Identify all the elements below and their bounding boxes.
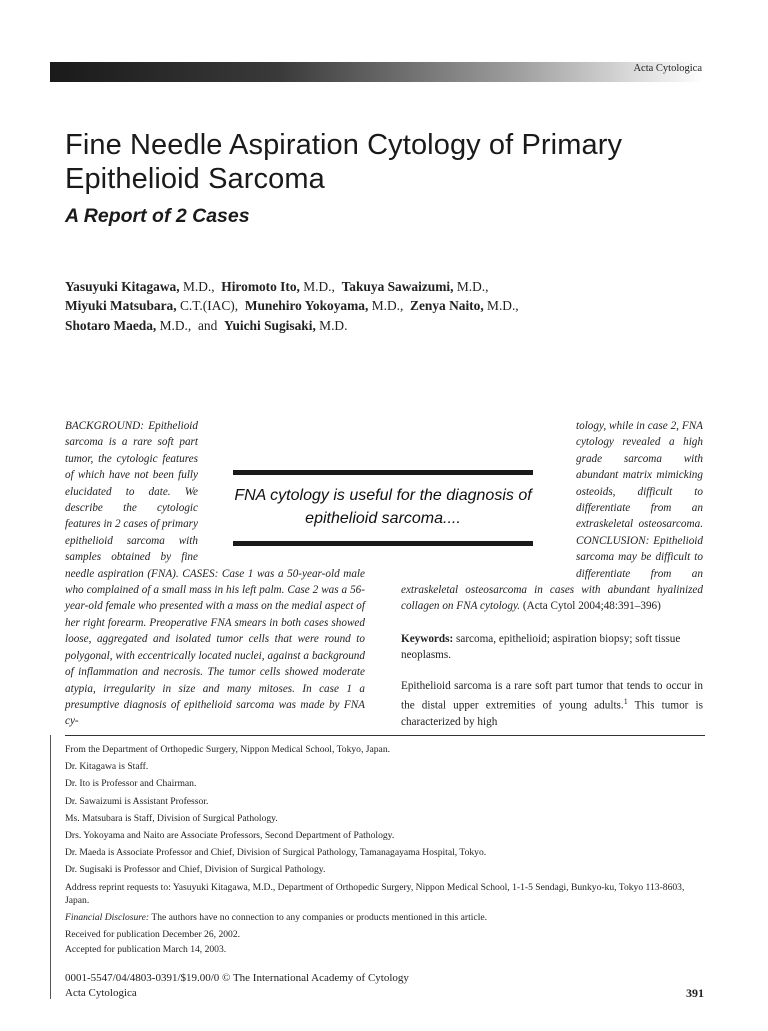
received-date: Received for publication December 26, 2002. [65,928,241,940]
financial-disclosure: Financial Disclosure: The authors have no connection to any companies or products mentioned in this article. [65,911,488,923]
article-subtitle: A Report of 2 Cases [65,205,250,227]
footnote: Dr. Maeda is Associate Professor and Chief, Division of Surgical Pathology, Tamanagayama Hospital, Tokyo. [65,847,487,859]
pull-quote-top-rule [233,470,533,475]
copyright-line: 0001-5547/04/4803-0391/$19.00/0 © The International Academy of Cytology [65,972,409,984]
author-list: Yasuyuki Kitagawa, M.D., Hiromoto Ito, M.D., Takuya Sawaizumi, M.D., Miyuki Matsubara, C.T.(IAC), Munehiro Yokoyama, M.D., Zenya Naito, M.D., Shotaro Maeda, M.D., and Yuichi Sugisaki, M.D. [65,279,519,333]
footnote: Address reprint requests to: Yasuyuki Kitagawa, M.D., Department of Orthopedic Surgery, Nippon Medical School, 1-1-5 Sendagi, Bunkyo-ku, Tokyo 113-8603, Japan. [65,881,685,906]
abstract-right-column [401,418,703,731]
footnote: Dr. Ito is Professor and Chairman. [65,778,197,790]
pull-quote-text: FNA cytology is useful for the diagnosis of epithelioid sarcoma.... [234,487,532,527]
abstract-right-text: tology, while in case 2, FNA cytology revealed a high grade sarcoma with abundant matrix mimicking osteoids, difficult to differentiate from an extraskeletal osteosarcoma. CONCLUSION: Epithelioid sarcoma may be difficult to differentiate from an extraskeletal osteosarcoma in cases with abundant hyalinized collagen on FNA cytology. [401,420,703,613]
footnote: From the Department of Orthopedic Surgery, Nippon Medical School, Tokyo, Japan. [65,744,391,755]
page-number: 391 [686,986,704,1000]
author: Yuichi Sugisaki, M.D. [224,317,348,333]
author: Zenya Naito, M.D., [410,298,519,314]
running-header-journal: Acta Cytologica [633,63,702,74]
footnote: Dr. Sawaizumi is Assistant Professor. [65,795,209,807]
abstract-citation: (Acta Cytol 2004;48:391–396) [522,600,661,613]
author: Yasuyuki Kitagawa, M.D., [65,279,215,294]
body-paragraph: Epithelioid sarcoma is a rare soft part tumor that tends to occur in the distal upper extremities of young adults.$^1$ This tumor is characterized by high [401,679,703,729]
footer-journal: Acta Cytologica [65,987,137,999]
pull-quote [233,470,533,546]
footnote: Dr. Sugisaki is Professor and Chief, Division of Surgical Pathology. [65,864,326,876]
footnote: Ms. Matsubara is Staff, Division of Surgical Pathology. [65,812,278,824]
reference-marker[interactable]: 1 [623,697,628,707]
author: Hiromoto Ito, M.D., [221,279,335,294]
page-footer [65,971,705,1001]
author: Munehiro Yokoyama, M.D., [244,298,404,314]
footnote-divider [65,735,705,736]
abstract-left-column [65,418,365,730]
article-title: Fine Needle Aspiration Cytology of Primary Epithelioid Sarcoma [65,129,623,195]
header-gradient-bar [50,62,705,82]
keywords: Keywords: sarcoma, epithelioid; aspiration biopsy; soft tissue neoplasms. [401,632,681,662]
margin-rule [50,735,51,999]
author: Shotaro Maeda, M.D., [65,317,192,333]
footnote: Drs. Yokoyama and Naito are Associate Professors, Second Department of Pathology. [65,829,395,841]
accepted-date: Accepted for publication March 14, 2003. [65,943,227,955]
footnotes [65,743,710,960]
author: Miyuki Matsubara, C.T.(IAC), [65,298,239,314]
footnote: Dr. Kitagawa is Staff. [65,761,149,773]
abstract-left-text: BACKGROUND: Epithelioid sarcoma is a rare soft part tumor, the cytologic features of which have not been fully elucidated to date. We describe the cytologic features in 2 cases of primary epithelioid sarcoma with samples obtained by fine needle aspiration (FNA). CASES: Case 1 was a 50-year-old male who complained of a small mass in his left palm. Case 2 was a 56-year-old female who presented with a mass on the medial aspect of her right forearm. Preoperative FNA smears in both cases showed loose, aggregated and isolated tumor cells that were round to polygonal, with eccentrically located nuclei, against a background of inflammation and necrosis. The tumor cells showed moderate atypia, irregularity in size and many mitoses. In case 1 a presumptive diagnosis of epithelioid sarcoma was made by FNA cy- [65,420,365,728]
pull-quote-bottom-rule [233,541,533,546]
author: Takuya Sawaizumi, M.D., [341,279,489,294]
